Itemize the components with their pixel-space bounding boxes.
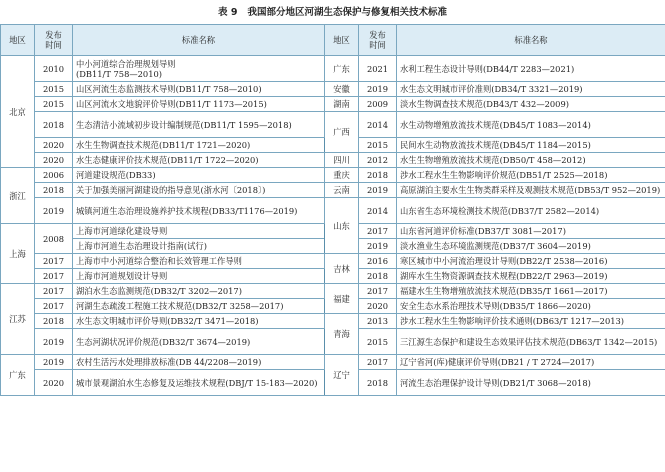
header-region-left: 地区 [1,25,35,56]
standard-cell-left: 湖泊水生态监测规范(DB32/T 3202—2017) [73,284,325,299]
standards-table [0,24,665,396]
year-cell-left: 2017 [35,284,73,299]
region-cell-left: 江苏 [1,284,35,355]
year-cell-right: 2019 [359,82,397,97]
standard-cell-right: 涉水工程水生生物影响评价技术通则(DB63/T 1217—2013) [397,314,665,329]
year-cell-left: 2018 [35,183,73,198]
standard-cell-right: 水生生物增殖放流技术规范(DB50/T 458—2012) [397,153,665,168]
year-cell-left: 2020 [35,370,73,396]
year-cell-right: 2019 [359,239,397,254]
year-cell-right: 2019 [359,183,397,198]
table-row [1,112,665,138]
year-cell-left: 2015 [35,82,73,97]
standard-cell-left: 中小河道综合治理规划导则 (DB11/T 758—2010) [73,56,325,82]
year-cell-right: 2014 [359,112,397,138]
standard-cell-left: 河湖生态疏浚工程施工技术规范(DB32/T 3258—2017) [73,299,325,314]
year-cell-right: 2009 [359,97,397,112]
standard-cell-right: 寒区城市中小河流治理设计导则(DB22/T 2538—2016) [397,254,665,269]
header-region-right: 地区 [325,25,359,56]
table-row [1,56,665,82]
standard-cell-right: 湖库水生生物资源调查技术规程(DB22/T 2963—2019) [397,269,665,284]
year-cell-left: 2017 [35,269,73,284]
standard-cell-left: 上海市河道绿化建设导则 [73,224,325,239]
year-cell-left: 2006 [35,168,73,183]
standard-cell-right: 高原湖泊主要水生生物类群采样及观测技术规范(DB53/T 952—2019) [397,183,665,198]
year-cell-right: 2013 [359,314,397,329]
header-standard-right: 标准名称 [397,25,665,56]
header-year-left: 发布 时间 [35,25,73,56]
year-cell-left: 2020 [35,153,73,168]
standard-cell-right: 民间水生动物放流技术规范(DB45/T 1184—2015) [397,138,665,153]
standard-cell-right: 辽宁省河(库)健康评价导则(DB21 / T 2724—2017) [397,355,665,370]
region-cell-left: 北京 [1,56,35,168]
table-row [1,153,665,168]
standard-cell-left: 水生态文明城市评价导则(DB32/T 3471—2018) [73,314,325,329]
header-row [1,25,665,56]
year-cell-left: 2019 [35,198,73,224]
table-row [1,355,665,370]
year-cell-right: 2017 [359,224,397,239]
year-cell-right: 2014 [359,198,397,224]
region-cell-right: 安徽 [325,82,359,97]
standard-cell-right: 山东省生态环境检测技术规范(DB37/T 2582—2014) [397,198,665,224]
table-body [1,56,665,396]
year-cell-right: 2015 [359,329,397,355]
standard-cell-left: 河道建设规范(DB33) [73,168,325,183]
region-cell-right: 山东 [325,198,359,254]
region-cell-right: 云南 [325,183,359,198]
standard-cell-right: 涉水工程水生生物影响评价规范(DB51/T 2525—2018) [397,168,665,183]
year-cell-right: 2018 [359,269,397,284]
region-cell-right: 广东 [325,56,359,82]
standard-cell-right: 水生态文明城市评价准则(DB34/T 3321—2019) [397,82,665,97]
region-cell-right: 湖南 [325,97,359,112]
region-cell-right: 广西 [325,112,359,153]
standard-cell-left: 关于加强美丽河湖建设的指导意见(浙水河〔2018〕) [73,183,325,198]
standard-cell-right: 水生动物增殖放流技术规范(DB45/T 1083—2014) [397,112,665,138]
standard-cell-right: 三江源生态保护和建设生态效果评估技术规范(DB63/T 1342—2015) [397,329,665,355]
region-cell-right: 重庆 [325,168,359,183]
standard-cell-left: 生态清洁小流域初步设计编制规范(DB11/T 1595—2018) [73,112,325,138]
standard-cell-right: 河流生态治理保护设计导则(DB21/T 3068—2018) [397,370,665,396]
year-cell-left: 2018 [35,112,73,138]
year-cell-right: 2017 [359,355,397,370]
standard-cell-right: 淡水生物调查技术规范(DB43/T 432—2009) [397,97,665,112]
standard-cell-left: 山区河流水文地貌评价导则(DB11/T 1173—2015) [73,97,325,112]
table-title: 我国部分地区河湖生态保护与修复相关技术标准 [247,7,447,18]
table-row [1,284,665,299]
table-row [1,82,665,97]
standard-cell-left: 山区河流生态监测技术导则(DB11/T 758—2010) [73,82,325,97]
standard-cell-right: 福建水生生物增殖放流技术规范(DB35/T 1661—2017) [397,284,665,299]
year-cell-left: 2017 [35,299,73,314]
region-cell-right: 青海 [325,314,359,355]
year-cell-left: 2020 [35,138,73,153]
region-cell-right: 吉林 [325,254,359,284]
year-cell-right: 2018 [359,370,397,396]
year-cell-left: 2008 [35,224,73,254]
table-row [1,97,665,112]
table-caption [0,0,665,24]
year-cell-right: 2017 [359,284,397,299]
standard-cell-left: 水生态健康评价技术规范(DB11/T 1722—2020) [73,153,325,168]
standard-cell-right: 水利工程生态设计导则(DB44/T 2283—2021) [397,56,665,82]
year-cell-left: 2019 [35,329,73,355]
table-row [1,198,665,224]
year-cell-right: 2020 [359,299,397,314]
standard-cell-left: 上海市河道规划设计导则 [73,269,325,284]
standard-cell-right: 淡水渔业生态环境监测规范(DB37/T 3604—2019) [397,239,665,254]
standard-cell-right: 安全生态水系治理技术导则(DB35/T 1866—2020) [397,299,665,314]
standard-cell-right: 山东省河道评价标准(DB37/T 3081—2017) [397,224,665,239]
table-row [1,168,665,183]
region-cell-right: 四川 [325,153,359,168]
region-cell-right: 辽宁 [325,355,359,396]
year-cell-right: 2021 [359,56,397,82]
region-cell-left: 上海 [1,224,35,284]
year-cell-right: 2015 [359,138,397,153]
table-number: 表 9 [218,7,238,18]
header-standard-left: 标准名称 [73,25,325,56]
year-cell-right: 2018 [359,168,397,183]
standard-cell-left: 城市景观湖泊水生态修复及运维技术规程(DBJ/T 15-183—2020) [73,370,325,396]
table-row [1,254,665,269]
standard-cell-left: 农村生活污水处理排放标准(DB 44/2208—2019) [73,355,325,370]
year-cell-right: 2012 [359,153,397,168]
header-year-right: 发布 时间 [359,25,397,56]
year-cell-left: 2017 [35,254,73,269]
region-cell-left: 浙江 [1,168,35,224]
year-cell-left: 2019 [35,355,73,370]
standard-cell-left: 上海市中小河道综合整治和长效管理工作导则 [73,254,325,269]
year-cell-right: 2016 [359,254,397,269]
table-row [1,183,665,198]
region-cell-left: 广东 [1,355,35,396]
year-cell-left: 2015 [35,97,73,112]
standard-cell-left: 城镇河道生态治理设施养护技术规程(DB33/T1176—2019) [73,198,325,224]
year-cell-left: 2018 [35,314,73,329]
table-row [1,314,665,329]
region-cell-right: 福建 [325,284,359,314]
standard-cell-left: 水生生物调查技术规范(DB11/T 1721—2020) [73,138,325,153]
standard-cell-left: 上海市河道生态治理设计指南(试行) [73,239,325,254]
year-cell-left: 2010 [35,56,73,82]
standard-cell-left: 生态河湖状况评价规范(DB32/T 3674—2019) [73,329,325,355]
